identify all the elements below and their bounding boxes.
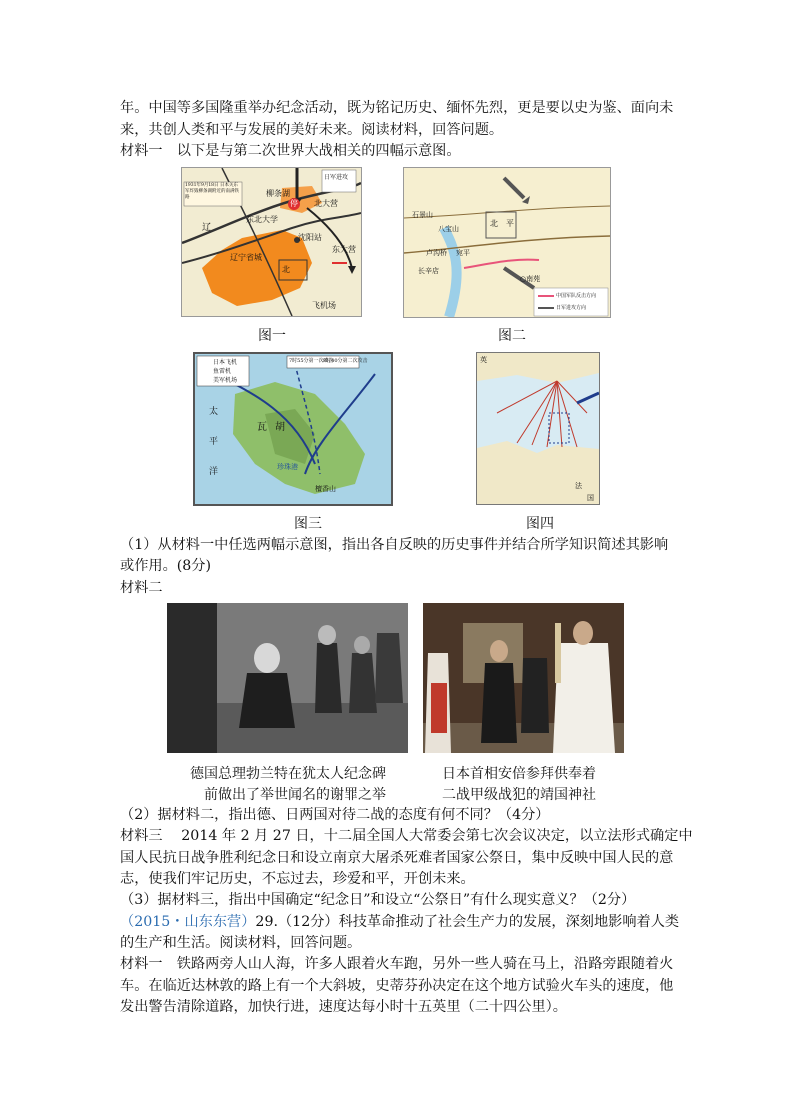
figure-1-caption: 图一 bbox=[258, 328, 286, 344]
caption-right-line-2: 二战甲级战犯的靖国神社 bbox=[442, 787, 596, 803]
caption-right-line-1: 日本首相安倍参拜供奉着 bbox=[442, 766, 596, 782]
label-honolulu: 檀香山 bbox=[315, 485, 336, 493]
legend-torpedo: 鱼雷机 bbox=[213, 368, 232, 375]
question-source: （2015・山东东营） bbox=[120, 914, 256, 930]
legend-japan: 日军进攻方向 bbox=[556, 305, 587, 311]
question-3: （3）据材料三，指出中国确定“纪念日”和设立“公祭日”有什么现实意义？（2分） bbox=[120, 892, 636, 908]
caption-left-line-1: 德国总理勃兰特在犹太人纪念碑 bbox=[190, 766, 386, 782]
figure-2-caption: 图二 bbox=[498, 328, 526, 344]
label-babaoshan: 八宝山 bbox=[438, 225, 459, 233]
label-hu: 胡 bbox=[275, 422, 285, 433]
label-liutiaohu: 柳条湖 bbox=[266, 189, 290, 198]
material-b-line-2: 车。在临近达林敦的路上有一个大斜坡，史蒂芬孙决定在这个地方试验火车头的速度，他 bbox=[120, 978, 674, 994]
photo-abe-yasukuni bbox=[423, 603, 624, 753]
map-pearl-harbor bbox=[193, 352, 393, 506]
legend-japan-planes: 日本飞机 bbox=[213, 359, 238, 366]
label-shijingshan: 石景山 bbox=[412, 211, 433, 219]
map-mukden-incident bbox=[181, 167, 362, 317]
label-stop: 停 bbox=[290, 199, 298, 208]
material-b-line-1: 材料一 铁路两旁人山人海，许多人跟着火车跑，另外一些人骑在马上，沿路旁跟随着火 bbox=[120, 956, 674, 972]
question-29-line-2: 的生产和生活。阅读材料，回答问题。 bbox=[120, 935, 362, 951]
material-two-heading: 材料二 bbox=[120, 580, 163, 596]
label-wanping: 宛平 bbox=[456, 249, 470, 257]
intro-line-1: 年。中国等多国隆重举办纪念活动，既为铭记历史、缅怀先烈，更是要以史为鉴、面向未 bbox=[120, 100, 674, 116]
label-dongdaying: 东大营 bbox=[332, 245, 356, 254]
label-shenyang-station: 沈阳站 bbox=[298, 233, 322, 242]
label-wave2: 8时40分第二次攻击 bbox=[323, 358, 368, 364]
label-dongbei-univ: 东北大学 bbox=[246, 215, 278, 224]
label-wave1: 7时55分第一次攻击 bbox=[289, 358, 334, 364]
label-fa: 法 bbox=[575, 482, 582, 490]
label-north: 北 bbox=[282, 265, 290, 274]
label-nanyuan: ○南苑 bbox=[520, 275, 541, 283]
label-changxindian: 长辛店 bbox=[418, 267, 439, 275]
label-pearl: 珍珠港 bbox=[277, 463, 298, 471]
label-wa: 瓦 bbox=[257, 422, 267, 433]
material-three-line-3: 志，使我们牢记历史，不忘过去，珍爱和平，开创未来。 bbox=[120, 871, 475, 887]
map-normandy bbox=[476, 352, 600, 505]
label-lugouqiao: 卢沟桥 bbox=[426, 249, 447, 257]
intro-line-2: 来，共创人类和平与发展的美好未来。阅读材料，回答问题。 bbox=[120, 122, 504, 138]
legend-china: 中国军队反击方向 bbox=[556, 293, 597, 299]
label-ping: 平 bbox=[209, 437, 219, 447]
material-one-heading: 材料一 以下是与第二次世界大战相关的四幅示意图。 bbox=[120, 143, 461, 159]
photo-brandt-kneeling bbox=[167, 603, 408, 753]
question-29-line-1 bbox=[120, 912, 679, 932]
label-yang: 洋 bbox=[209, 467, 219, 477]
label-note: 1931年9月18日 日本关东军炸毁柳条湖附近的南满铁路 bbox=[185, 183, 239, 200]
figure-3-caption: 图三 bbox=[294, 516, 322, 532]
question-1-line-2: 或作用。(8分) bbox=[120, 558, 212, 574]
legend-us-airfield: 美军机场 bbox=[213, 377, 238, 384]
question-2: （2）据材料二，指出德、日两国对待二战的态度有何不同？（4分） bbox=[120, 807, 550, 823]
figure-4-caption: 图四 bbox=[526, 516, 554, 532]
label-tai: 太 bbox=[209, 407, 219, 417]
label-beiping: 北 平 bbox=[490, 219, 514, 228]
material-three-line-1: 材料三 2014 年 2 月 27 日，十二届全国人大常委会第七次会议决定，以立法形式确定中 bbox=[120, 828, 693, 844]
label-attack: 日军进攻 bbox=[324, 174, 349, 181]
label-airport: 飞机场 bbox=[312, 301, 336, 310]
label-liaoning-city: 辽宁省城 bbox=[230, 253, 262, 262]
material-b-line-3: 发出警告清除道路，加快行进，速度达每小时十五英里（二十四公里）。 bbox=[120, 999, 567, 1015]
material-three-line-2: 国人民抗日战争胜利纪念日和设立南京大屠杀死难者国家公祭日，集中反映中国人民的意 bbox=[120, 850, 674, 866]
label-liao: 辽 bbox=[202, 223, 212, 233]
caption-left-line-2: 前做出了举世闻名的谢罪之举 bbox=[204, 787, 386, 803]
map-marco-polo-bridge bbox=[403, 167, 611, 318]
label-ying: 英 bbox=[480, 356, 487, 364]
label-guo: 国 bbox=[587, 494, 594, 502]
question-1-line-1: （1）从材料一中任选两幅示意图，指出各自反映的历史事件并结合所学知识简述其影响 bbox=[120, 537, 669, 553]
label-beidaying: 北大营 bbox=[314, 199, 338, 208]
question-29-text: 29.（12分）科技革命推动了社会生产力的发展，深刻地影响着人类 bbox=[255, 914, 680, 930]
